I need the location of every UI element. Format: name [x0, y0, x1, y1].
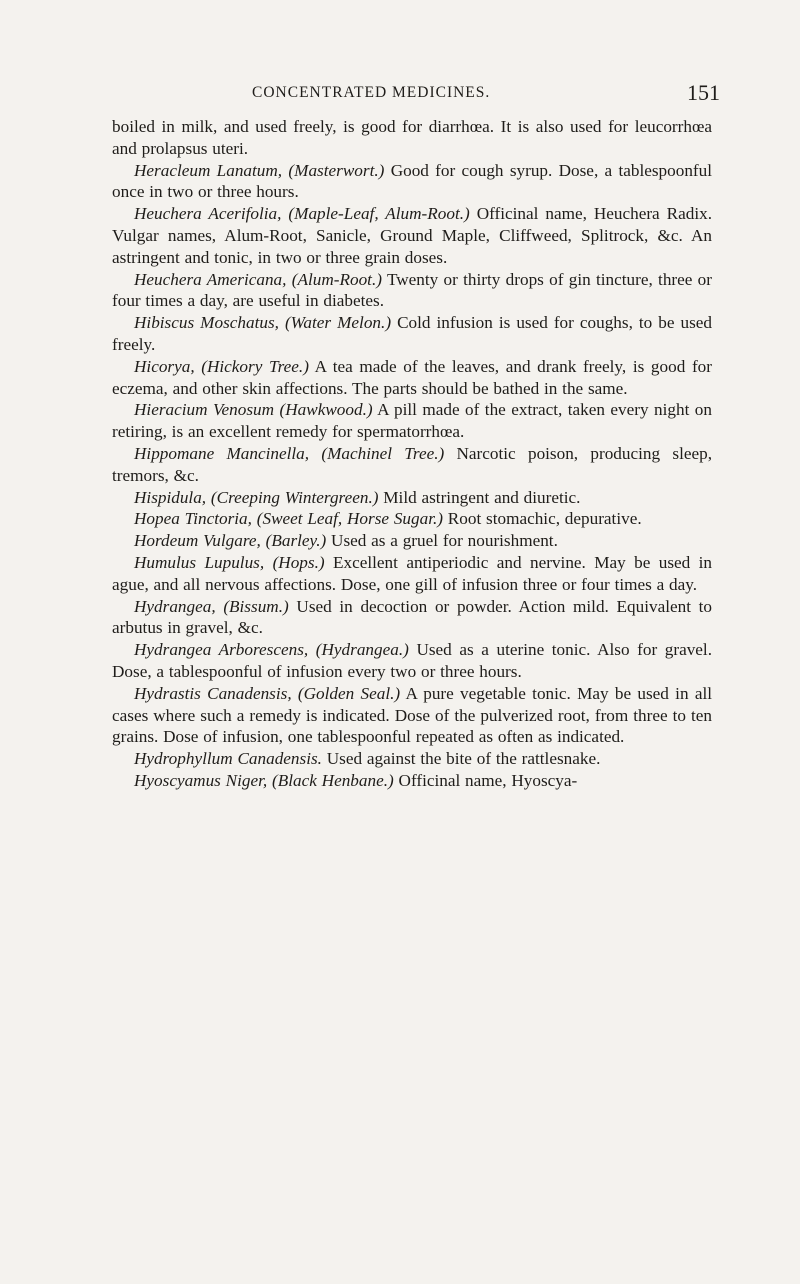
common-name: (Barley.): [265, 531, 327, 551]
entry-heuchera-americana: [112, 269, 712, 313]
latin-name: Hyoscyamus Niger,: [134, 770, 268, 790]
latin-name: Hippomane Mancinella,: [134, 443, 310, 463]
running-head: CONCENTRATED MEDICINES.: [252, 84, 491, 101]
latin-name: Hydrastis Canadensis,: [134, 683, 292, 703]
latin-name: Heracleum Lanatum,: [134, 160, 283, 180]
entry-humulus: [112, 552, 712, 596]
entry-text: Narcotic poison, producing sleep, tremors, &c.: [112, 443, 712, 485]
page-body: [112, 116, 712, 792]
common-name: (Black Henbane.): [272, 770, 394, 790]
entry-text: Used against the bite of the rattlesnake.: [326, 749, 601, 769]
entry-hydrangea-arborescens: [112, 639, 712, 683]
continuation-paragraph: boiled in milk, and used freely, is good for diarrhœa. It is also used for leucorrhœa and prolapsus uteri.: [112, 117, 712, 158]
entry-hydrastis: [112, 683, 712, 748]
entry-text: A tea made of the leaves, and drank freely, is good for eczema, and other skin affections. The parts should be bathed in the same.: [112, 356, 712, 398]
latin-name: Hopea Tinctoria,: [134, 509, 252, 529]
latin-name: Heuchera Acerifolia,: [134, 204, 282, 224]
entry-hieracium: [112, 399, 712, 443]
entry-text: Mild astringent and diuretic.: [383, 487, 581, 507]
latin-name: Heuchera Americana,: [134, 269, 287, 289]
entry-hydrophyllum: [112, 748, 712, 770]
entry-hippomane: [112, 443, 712, 487]
entry-text: Used as a gruel for nourishment.: [331, 531, 558, 551]
entry-hydrangea: [112, 596, 712, 640]
entry-hibiscus: [112, 312, 712, 356]
common-name: (Golden Seal.): [297, 683, 401, 703]
entry-text: Officinal name, Heuchera Radix. Vulgar names, Alum-Root, Sanicle, Ground Maple, Cliffweed, Splitrock, &c. An astringent and tonic, in two or three grain doses.: [112, 204, 712, 267]
common-name: (Hawkwood.): [279, 400, 373, 420]
entry-hordeum: [112, 530, 712, 552]
entry-text: Officinal name, Hyoscya-: [398, 770, 578, 790]
entry-text: Twenty or thirty drops of gin tincture, three or four times a day, are useful in diabetes.: [112, 269, 713, 311]
book-page: [112, 80, 720, 792]
page-header: [112, 80, 720, 116]
page-number: 151: [687, 80, 720, 105]
common-name: (Sweet Leaf, Horse Sugar.): [256, 509, 443, 529]
entry-text: Used as a uterine tonic. Also for gravel. Dose, a tablespoonful of infusion every two or three hours.: [112, 640, 712, 681]
common-name: (Creeping Wintergreen.): [210, 487, 379, 507]
entry-text: Good for cough syrup. Dose, a tablespoonful once in two or three hours.: [112, 160, 713, 202]
common-name: (Masterwort.): [288, 160, 385, 180]
entry-hyoscyamus: [112, 770, 712, 792]
common-name: (Maple-Leaf, Alum-Root.): [288, 204, 470, 224]
common-name: (Hydrangea.): [315, 640, 409, 660]
latin-name: Hydrangea,: [134, 596, 216, 616]
latin-name: Hordeum Vulgare,: [134, 531, 261, 551]
latin-name: Hibiscus Moschatus,: [134, 313, 279, 333]
entry-hicorya: [112, 356, 712, 400]
common-name: (Hops.): [272, 552, 325, 572]
entry-text: A pure vegetable tonic. May be used in all cases where such a remedy is indicated. Dose of the pulverized root, from three to ten grains. Dose of infusion, one tablespoonful repeated as often as indicated.: [112, 683, 713, 747]
entry-hispidula: [112, 487, 712, 509]
entry-text: Root stomachic, depurative.: [447, 509, 642, 529]
latin-name: Hicorya,: [134, 356, 195, 376]
common-name: (Machinel Tree.): [321, 443, 445, 463]
latin-name: Hydrangea Arborescens,: [134, 640, 309, 660]
common-name: (Water Melon.): [284, 313, 392, 333]
entry-text: Cold infusion is used for coughs, to be used freely.: [112, 313, 712, 354]
common-name: (Alum-Root.): [291, 269, 382, 289]
entry-text: Used in decoction or powder. Action mild. Equivalent to arbutus in gravel, &c.: [112, 596, 713, 638]
entry-heuchera-acerifolia: [112, 203, 712, 268]
latin-name: Humulus Lupulus,: [134, 552, 265, 572]
latin-name: Hydrophyllum Canadensis.: [134, 749, 322, 769]
latin-name: Hieracium Venosum: [134, 400, 275, 420]
entry-text: Excellent antiperiodic and nervine. May be used in ague, and all nervous affections. Dose, one gill of infusion three or four times a day.: [112, 552, 713, 594]
common-name: (Bissum.): [223, 596, 289, 616]
latin-name: Hispidula,: [134, 487, 207, 507]
common-name: (Hickory Tree.): [201, 356, 309, 376]
entry-hopea: [112, 508, 712, 530]
entry-heracleum: [112, 160, 712, 204]
entry-text: A pill made of the extract, taken every night on retiring, is an excellent remedy for spermatorrhœa.: [112, 400, 712, 442]
